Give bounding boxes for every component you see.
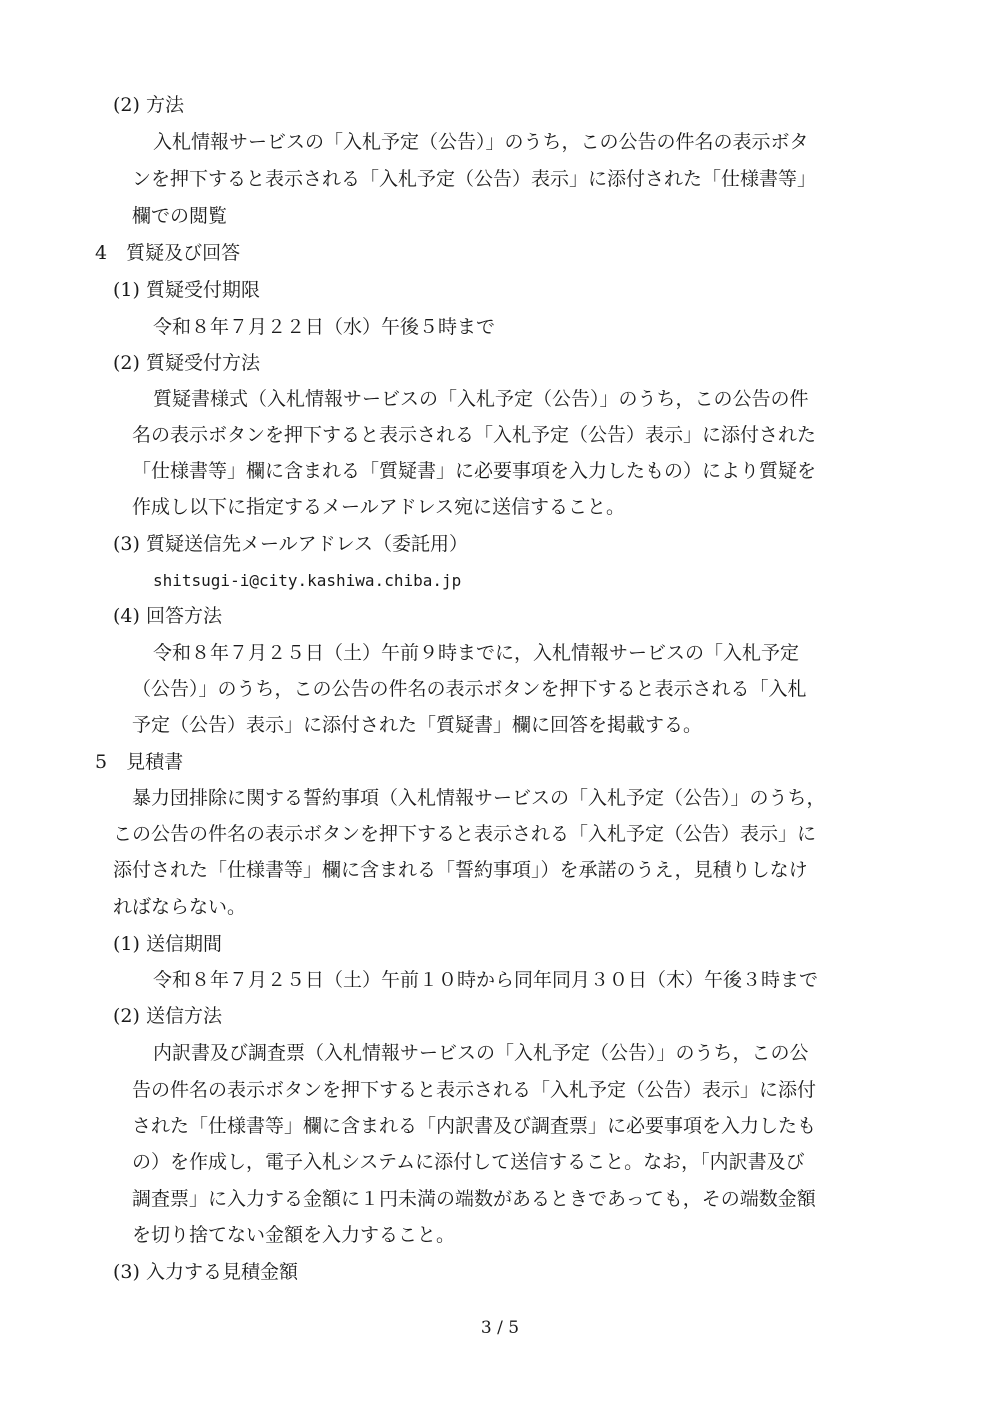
subheading-answer-method: (4) 回答方法	[113, 605, 222, 627]
subheading-estimate-amount: (3) 入力する見積金額	[113, 1261, 298, 1283]
paragraph-line: 暴力団排除に関する誓約事項（入札情報サービスの「入札予定（公告）」のうち，	[132, 787, 826, 809]
subheading-send-method: (2) 送信方法	[113, 1005, 222, 1027]
paragraph-line: された「仕様書等」欄に含まれる「内訳書及び調査票」に必要事項を入力したも	[132, 1115, 817, 1137]
paragraph-line: 添付された「仕様書等」欄に含まれる「誓約事項」）を承諾のうえ，見積りしなけ	[113, 859, 808, 881]
paragraph-line: 調査票」に入力する金額に１円未満の端数があるときであっても，その端数金額	[132, 1188, 816, 1210]
paragraph-line: 告の件名の表示ボタンを押下すると表示される「入札予定（公告）表示」に添付	[132, 1079, 817, 1101]
paragraph-line: ンを押下すると表示される「入札予定（公告）表示」に添付された「仕様書等」	[132, 168, 817, 190]
paragraph-line: 令和８年７月２５日（土）午前９時までに，入札情報サービスの「入札予定	[153, 642, 800, 664]
paragraph-line: ればならない。	[113, 896, 247, 918]
paragraph-line: の）を作成し，電子入札システムに添付して送信すること。なお，「内訳書及び	[132, 1151, 805, 1173]
paragraph-line: （公告）」のうち，この公告の件名の表示ボタンを押下すると表示される「入札	[132, 678, 807, 700]
paragraph-line: 質疑書様式（入札情報サービスの「入札予定（公告）」のうち，この公告の件	[153, 388, 809, 410]
paragraph-line: 入札情報サービスの「入札予定（公告）」のうち，この公告の件名の表示ボタ	[153, 131, 809, 153]
paragraph-line: 予定（公告）表示」に添付された「質疑書」欄に回答を掲載する。	[132, 714, 703, 736]
paragraph-line: この公告の件名の表示ボタンを押下すると表示される「入札予定（公告）表示」に	[113, 823, 817, 845]
section-heading-estimate: 5 見積書	[95, 751, 184, 773]
paragraph-line: 欄での閲覧	[132, 205, 228, 227]
email-address: shitsugi-i@city.kashiwa.chiba.jp	[153, 571, 462, 590]
paragraph-line: 令和８年７月２２日（水）午後５時まで	[153, 316, 496, 338]
subheading-question-method: (2) 質疑受付方法	[113, 352, 260, 374]
subheading-email: (3) 質疑送信先メールアドレス（委託用）	[113, 533, 469, 555]
subheading-method: (2) 方法	[113, 94, 184, 116]
paragraph-line: 「仕様書等」欄に含まれる「質疑書」に必要事項を入力したもの）により質疑を	[132, 460, 817, 482]
paragraph-line: 名の表示ボタンを押下すると表示される「入札予定（公告）表示」に添付された	[132, 424, 817, 446]
page-number: 3 / 5	[480, 1318, 520, 1338]
paragraph-line: 内訳書及び調査票（入札情報サービスの「入札予定（公告）」のうち，この公	[153, 1042, 809, 1064]
paragraph-line: 作成し以下に指定するメールアドレス宛に送信すること。	[132, 496, 626, 518]
paragraph-line: を切り捨てない金額を入力すること。	[132, 1224, 456, 1246]
paragraph-line: 令和８年７月２５日（土）午前１０時から同年同月３０日（木）午後３時まで	[153, 969, 819, 991]
subheading-question-deadline: (1) 質疑受付期限	[113, 279, 260, 301]
section-heading-qa: 4 質疑及び回答	[95, 242, 241, 264]
subheading-send-period: (1) 送信期間	[113, 933, 222, 955]
